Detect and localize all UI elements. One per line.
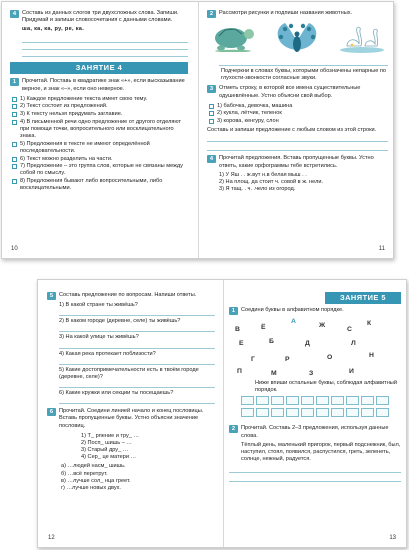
answer-checkbox[interactable] <box>12 142 17 147</box>
alphabet-letter[interactable]: Р <box>285 356 290 364</box>
sentence-line: 1) У Яш . . ж.вут н.в белая мыш . . <box>219 171 307 178</box>
writing-line[interactable] <box>207 144 388 151</box>
task-2-instruction: Подчеркни в словах буквы, которыми обозначены непарные по глухости-звонкости согласные звуки. <box>221 68 387 82</box>
task-2-block <box>229 425 401 463</box>
answer-checkbox[interactable] <box>209 104 214 109</box>
alphabet-letter[interactable]: С <box>347 326 352 334</box>
page-number: 12 <box>48 535 55 542</box>
page-number: 10 <box>11 246 18 253</box>
answer-checkbox[interactable] <box>12 164 17 169</box>
list-item: 3) корова, кенгуру, слон <box>209 118 388 125</box>
list-item: 2) кукла, лётчик, теленок <box>209 110 388 117</box>
answer-line[interactable] <box>59 309 215 316</box>
writing-line[interactable] <box>219 59 388 66</box>
letter-box[interactable] <box>361 396 374 405</box>
letter-box[interactable] <box>331 396 344 405</box>
swans-picture <box>339 22 385 54</box>
letter-box[interactable] <box>376 396 389 405</box>
page-number: 13 <box>389 535 396 542</box>
proverb-ending[interactable]: а) …людей насм_ шишь. <box>61 463 126 470</box>
task-text: Составь предложение по вопросам. Напиши ответы. <box>59 292 197 298</box>
peacock-picture <box>271 20 323 56</box>
answer-checkbox[interactable] <box>12 120 17 125</box>
alphabet-letter[interactable]: В <box>235 326 240 334</box>
task-text: Прочитай. Поставь в квадратике знак «+», если высказывание верное, и знак «–», если оно неверное. <box>22 78 185 92</box>
proverb-beginnings <box>81 433 215 462</box>
page-12 <box>47 292 215 547</box>
spread-pages-12-13 <box>37 279 407 548</box>
question-list <box>59 302 215 404</box>
question: 5) Какие достопримечательности есть в твоём городе (деревне, селе)? <box>59 366 199 380</box>
letter-field <box>229 318 401 378</box>
letter-box[interactable] <box>301 396 314 405</box>
word-list: Тёплый день, маленький пригорок, первый подснежник, был, наступил, стоял, появился, распустился, греть, зеленеть, солнце, нежный, радуется. <box>241 441 401 463</box>
list-item: 1) бабочка, девочка, машина <box>209 103 388 110</box>
alphabet-letter[interactable]: И <box>349 368 354 376</box>
letter-boxes <box>241 396 401 405</box>
letter-box[interactable] <box>301 408 314 417</box>
writing-line[interactable] <box>207 135 388 142</box>
question: 3) На какой улице ты живёшь? <box>59 334 139 341</box>
letter-boxes <box>241 408 401 417</box>
task-2-block <box>207 10 388 17</box>
task-3-instruction: Составь и запиши предложение с любым словом из этой строки. <box>207 127 377 134</box>
alphabet-letter[interactable]: Г <box>251 356 255 364</box>
task-1-block <box>10 78 188 92</box>
letter-box[interactable] <box>286 396 299 405</box>
task-text: Составь из данных слогов три двухсложных слова. Запиши. Придумай и запиши словосочетания с данными словами. <box>22 10 179 24</box>
alphabet-letter[interactable]: О <box>327 354 333 362</box>
alphabet-letter[interactable]: П <box>237 368 242 376</box>
answer-line[interactable] <box>59 325 215 332</box>
list-item: 2) Текст состоит из предложений. <box>12 103 188 110</box>
alphabet-letter[interactable]: З <box>309 370 314 378</box>
letter-box[interactable] <box>316 396 329 405</box>
task-text: Рассмотри рисунки и подпиши названия животных. <box>219 10 353 16</box>
proverb-beginning[interactable]: 2) Посп_ шишь – … <box>81 439 132 446</box>
page-10 <box>10 10 188 258</box>
page-gutter <box>198 2 199 258</box>
page-13 <box>229 292 401 547</box>
proverb-ending[interactable]: г) …лучше новых двух. <box>61 484 121 491</box>
task-text: Прочитай. Составь 2–3 предложения, используя данные слова. <box>241 425 389 439</box>
alphabet-letter[interactable]: Ё <box>261 324 266 332</box>
task-text: Прочитай. Соедини линией начало и конец пословицы. Вставь пропущенные буквы. Устно объясни значение пословиц. <box>59 408 204 429</box>
answer-checkbox[interactable] <box>209 119 214 124</box>
letter-box[interactable] <box>316 408 329 417</box>
letter-box[interactable] <box>256 396 269 405</box>
answer-line[interactable] <box>59 342 215 349</box>
task-number: 5 <box>47 292 56 300</box>
letter-box[interactable] <box>256 408 269 417</box>
answer-checkbox[interactable] <box>12 112 17 117</box>
task-text: Соедини буквы в алфавитном порядке. <box>241 307 344 313</box>
alphabet-letter[interactable]: К <box>367 320 372 328</box>
list-item: 6) Текст можно разделить на части. <box>12 156 188 163</box>
list-item: 7) Предложение – это группа слов, которые не связаны между собой по смыслу. <box>12 163 188 177</box>
letter-box[interactable] <box>241 396 254 405</box>
proverb-beginning[interactable]: 1) Т_ рпение и тру_ … <box>81 432 140 439</box>
animal-pictures <box>207 20 388 58</box>
writing-line[interactable] <box>229 466 401 473</box>
letter-box[interactable] <box>331 408 344 417</box>
list-item: 8) Предложения бывают либо вопросительными, либо восклицательными. <box>12 178 188 192</box>
answer-line[interactable] <box>59 381 215 388</box>
alphabet-letter[interactable]: Д <box>305 340 310 348</box>
task-1-instruction: Ниже впиши остальные буквы, соблюдая алфавитный порядок. <box>255 380 397 394</box>
lesson-title: ЗАНЯТИЕ 4 <box>10 62 188 74</box>
task-6-block <box>47 408 215 429</box>
alphabet-letter[interactable]: Б <box>269 338 274 346</box>
letter-box[interactable] <box>241 408 254 417</box>
task-number: 4 <box>207 155 216 163</box>
letter-box[interactable] <box>376 408 389 417</box>
proverb-endings <box>61 463 215 492</box>
letter-box[interactable] <box>286 408 299 417</box>
proverb-beginning[interactable]: 3) Старый дру_ … <box>81 447 129 454</box>
option-list <box>209 103 388 125</box>
task-4-block <box>10 10 188 33</box>
lesson-title: ЗАНЯТИЕ 5 <box>325 292 401 304</box>
statement-list <box>12 96 188 193</box>
answer-line[interactable] <box>59 397 215 404</box>
writing-line[interactable] <box>22 50 188 57</box>
alphabet-letter[interactable]: М <box>271 370 277 378</box>
letter-box[interactable] <box>346 408 359 417</box>
question: 4) Какая река протекает поблизости? <box>59 350 156 357</box>
question: 2) В каком городе (деревне, селе) ты живёшь? <box>59 318 181 325</box>
page-11 <box>207 10 388 258</box>
task-number: 4 <box>10 10 19 18</box>
task-number: 3 <box>207 85 216 93</box>
question: 1) В какой стране ты живёшь? <box>59 302 138 309</box>
answer-checkbox[interactable] <box>12 97 17 102</box>
list-item: 3) К тексту нельзя придумать заглавие. <box>12 111 188 118</box>
writing-line[interactable] <box>229 475 401 482</box>
task-number: 6 <box>47 408 56 416</box>
list-item: 4) В письменной речи одно предложение от другого отделяют при помощи точки, вопросительного или восклицательного знака. <box>12 119 188 140</box>
question: 6) Какие кружки или секции ты посещаешь? <box>59 390 174 397</box>
task-text: Прочитай предложения. Вставь пропущенные буквы. Устно ответь, какие орфограммы тебе встретились. <box>219 155 374 169</box>
task-4-block <box>207 155 388 193</box>
page-number: 11 <box>378 246 385 253</box>
proverb-ending[interactable]: в) …лучше сол_ нца греет. <box>61 477 131 484</box>
proverb-beginning[interactable]: 4) Сер_ це матери … <box>81 454 137 461</box>
letter-box[interactable] <box>346 396 359 405</box>
answer-checkbox[interactable] <box>12 179 17 184</box>
task-number: 2 <box>207 10 216 18</box>
turtle-picture <box>209 22 257 52</box>
page-gutter <box>223 280 224 547</box>
alphabet-letter[interactable]: Н <box>369 352 374 360</box>
task-text: Отметь строку, в которой все имена существительные одушевлённые. Устно объясни свой выбор. <box>219 85 361 99</box>
proverb-ending[interactable]: б) …всё перетрут. <box>61 470 108 477</box>
task-number: 2 <box>229 425 238 433</box>
alphabet-letter[interactable]: Ж <box>319 322 326 330</box>
alphabet-letter[interactable]: Л <box>351 340 356 348</box>
list-item: 5) Предложения в тексте не имеют определённой последовательности. <box>12 141 188 155</box>
letter-box[interactable] <box>271 396 284 405</box>
writing-line[interactable] <box>22 43 188 50</box>
sentence-line: 3) Я тащ. . ч. .чело из огород. <box>219 186 296 193</box>
task-3-block <box>207 85 388 99</box>
sentence-line: 2) На площ. да стоит ч. совой в ж. нели. <box>219 178 324 185</box>
list-item: 1) Каждое предложение текста имеет свою тему. <box>12 96 188 103</box>
answer-checkbox[interactable] <box>209 111 214 116</box>
writing-line[interactable] <box>22 36 188 43</box>
alphabet-letter[interactable]: А <box>291 318 296 326</box>
letter-box[interactable] <box>361 408 374 417</box>
answer-checkbox[interactable] <box>12 104 17 109</box>
answer-line[interactable] <box>59 358 215 365</box>
syllables: ша, ка, ка, ру, ре, ка. <box>22 26 85 33</box>
alphabet-letter[interactable]: Е <box>239 340 244 348</box>
letter-box[interactable] <box>271 408 284 417</box>
task-number: 1 <box>229 307 238 315</box>
task-1-block <box>229 292 401 314</box>
answer-checkbox[interactable] <box>12 157 17 162</box>
spread-pages-10-11 <box>1 1 394 259</box>
task-number: 1 <box>10 78 19 86</box>
task-5-block <box>47 292 215 299</box>
